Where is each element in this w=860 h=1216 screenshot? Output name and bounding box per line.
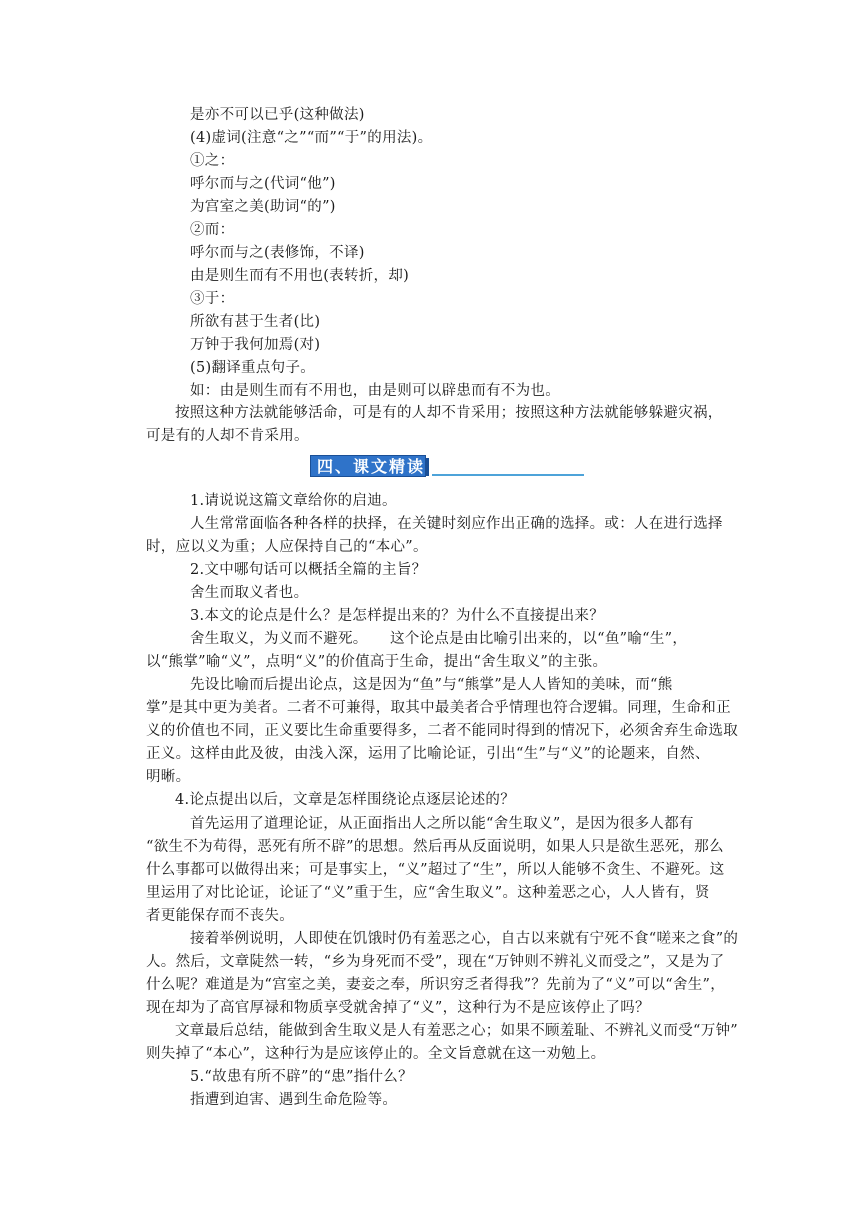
section-banner — [310, 455, 580, 477]
answer-line: 什么事都可以做得出来；可是事实上，“义”超过了“生”，所以人能够不贪生、不避死。这 — [146, 862, 725, 878]
answer-line: 人生常常面临各种各样的抉择，在关键时刻应作出正确的选择。或：人在进行选择 — [190, 516, 723, 532]
note-line: 是亦不可以已乎(这种做法) — [190, 107, 365, 123]
answer-line: 舍生取义，为义而不避死。 这个论点是由比喻引出来的，以“鱼”喻“生”， — [190, 631, 688, 647]
answer-line: 人。然后，文章陡然一转，“乡为身死而不受”，现在“万钟则不辨礼义而受之”，又是为了 — [146, 954, 725, 970]
section-banner-box — [310, 455, 426, 477]
answer-line: 现在却为了高官厚禄和物质享受就舍掉了“义”，这种行为不是应该停止了吗？ — [146, 1000, 650, 1016]
translation-line: 按照这种方法就能够活命，可是有的人却不肯采用；按照这种方法就能够躲避灾祸， — [175, 405, 723, 421]
answer-line: 什么呢？难道是为“宫室之美，妻妾之奉，所识穷乏者得我”？先前为了“义”可以“舍生”， — [146, 977, 726, 993]
answer-line: 者更能保存而不丧失。 — [146, 908, 294, 924]
note-line: (5)翻译重点句子。 — [190, 360, 316, 376]
note-line: ③于： — [190, 291, 235, 307]
answer-line: 先设比喻而后提出论点，这是因为“鱼”与“熊掌”是人人皆知的美味，而“熊 — [190, 677, 673, 693]
answer-line: 时，应以义为重；人应保持自己的“本心”。 — [146, 539, 428, 555]
note-line: 为宫室之美(助词“的”) — [190, 199, 336, 215]
answer-line: 首先运用了道理论证，从正面指出人之所以能“舍生取义”，是因为很多人都有 — [190, 816, 694, 832]
answer-line: 义的价值也不同，正义要比生命重要得多，二者不能同时得到的情况下，必须舍弃生命选取 — [146, 723, 738, 739]
answer-line: 里运用了对比论证，论证了“义”重于生，应“舍生取义”。这种羞恶之心，人人皆有，贤 — [146, 885, 710, 901]
note-line: 万钟于我何加焉(对) — [190, 337, 321, 353]
answer-line: 接着举例说明，人即使在饥饿时仍有羞恶之心，自古以来就有宁死不食“嗟来之食”的 — [190, 931, 739, 947]
answer-line: 以“熊掌”喻“义”，点明“义”的价值高于生命，提出“舍生取义”的主张。 — [146, 654, 608, 670]
answer-line: 正义。这样由此及彼，由浅入深，运用了比喻论证，引出“生”与“义”的论题来，自然、 — [146, 746, 710, 762]
note-line: 如：由是则生而有不用也，由是则可以辟患而有不为也。 — [190, 383, 560, 399]
section-banner-rule — [432, 474, 584, 476]
answer-line: 掌”是其中更为美者。二者不可兼得，取其中最美者合乎情理也符合逻辑。同理，生命和正 — [146, 700, 731, 716]
question-3: 3.本文的论点是什么？是怎样提出来的？为什么不直接提出来？ — [190, 608, 605, 624]
note-line: 所欲有甚于生者(比) — [190, 314, 321, 330]
note-line: 呼尔而与之(代词“他”) — [190, 176, 336, 192]
question-5: 5.“故患有所不辟”的“患”指什么？ — [190, 1069, 413, 1085]
translation-line: 可是有的人却不肯采用。 — [146, 428, 309, 444]
answer-line: 明晰。 — [146, 769, 191, 785]
section-banner-bar — [426, 458, 429, 476]
answer-line: “欲生不为苟得，恶死有所不辟”的思想。然后再从反面说明，如果人只是欲生恶死，那么 — [146, 839, 724, 855]
answer-line: 舍生而取义者也。 — [190, 585, 309, 601]
section-title: 四、课文精读 — [317, 457, 426, 476]
question-1: 1.请说说这篇文章给你的启迪。 — [190, 493, 397, 509]
question-4: 4.论点提出以后，文章是怎样围绕论点逐层论述的？ — [175, 792, 516, 808]
question-2: 2.文中哪句话可以概括全篇的主旨？ — [190, 562, 427, 578]
note-line: 呼尔而与之(表修饰，不译) — [190, 245, 365, 261]
answer-line: 则失掉了“本心”，这种行为是应该停止的。全文旨意就在这一劝勉上。 — [146, 1046, 606, 1062]
note-line: ①之： — [190, 153, 235, 169]
answer-line: 文章最后总结，能做到舍生取义是人有羞恶之心；如果不顾羞耻、不辨礼义而受“万钟” — [175, 1023, 739, 1039]
note-line: 由是则生而有不用也(表转折，却) — [190, 268, 410, 284]
answer-line: 指遭到迫害、遇到生命危险等。 — [190, 1092, 398, 1108]
note-line: ②而： — [190, 222, 235, 238]
note-line: (4)虚词(注意“之”“而”“于”的用法)。 — [190, 130, 433, 146]
